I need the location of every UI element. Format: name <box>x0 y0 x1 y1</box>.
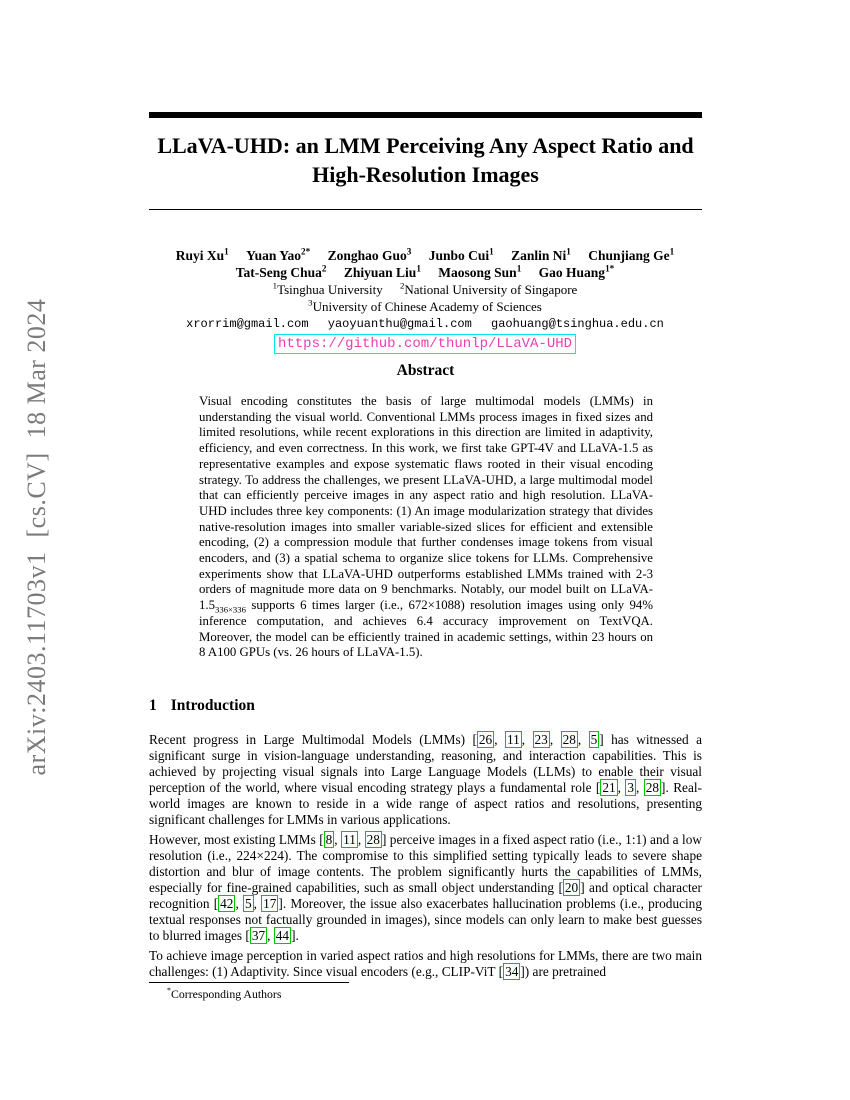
author-affiliation-marker: 1 <box>416 263 421 274</box>
citation-link[interactable]: 21 <box>602 780 616 795</box>
affiliation-marker: 3 <box>308 297 313 308</box>
author-email: yaoyuanthu@gmail.com <box>327 317 472 331</box>
citation-link[interactable]: 5 <box>244 896 252 911</box>
citation-link[interactable]: 3 <box>627 780 634 795</box>
section-heading-introduction <box>149 697 255 715</box>
footnote-marker: * <box>167 986 172 996</box>
author-name: Yuan Yao$^{2*}$ <box>246 246 311 263</box>
author-name: Zanlin Ni$^1$ <box>511 246 571 263</box>
author-name: Gao Huang$^{1*}$ <box>538 263 615 280</box>
introduction-body <box>149 732 702 984</box>
citation-link[interactable]: 28 <box>366 832 380 847</box>
authors-block <box>100 247 750 332</box>
author-affiliation-marker: 1 <box>669 246 675 257</box>
affiliation: $^1$Tsinghua University <box>272 280 383 297</box>
author-email: gaohuang@tsinghua.edu.cn <box>491 317 664 331</box>
subscript-text: 336×336 <box>215 604 246 615</box>
intro-paragraph-1: Recent progress in Large Multimodal Models (LMMs) [ 26 , 11 , 23 , 28 , 5 ] has witnessed a significant surge in vision-language understanding, reasoning, and interaction capabilities. This is achieved by projecting visual signals into Large Language Models (LLMs) to enable their visual perception of the world, where visual encoding strategy plays a fundamental role [ 21 , 3 , 28 ]. Real-world images are known to reside in a wide range of aspect ratios and resolutions, presenting significant challenges for LMMs in various applications. <box>149 732 703 827</box>
citation-link[interactable]: 20 <box>564 880 579 895</box>
citation-link[interactable]: 11 <box>343 832 356 847</box>
corresponding-authors-footnote: *Corresponding Authors <box>167 986 282 1001</box>
author-row-2 <box>100 264 750 281</box>
emails-row <box>100 316 750 332</box>
author-row-1 <box>100 247 750 264</box>
author-name: Zhiyuan Liu$^1$ <box>343 263 421 280</box>
citation-link[interactable]: 34 <box>505 964 519 979</box>
citation-link[interactable]: 26 <box>478 732 493 747</box>
author-affiliation-marker: 1 <box>489 246 494 257</box>
citation-link[interactable]: 8 <box>325 832 333 847</box>
citation-link[interactable]: 37 <box>251 928 266 943</box>
arxiv-watermark: arXiv:2403.11703v1 [cs.CV] 18 Mar 2024 <box>22 298 51 776</box>
citation-link[interactable]: 28 <box>562 732 576 747</box>
author-name: Chunjiang Ge$^1$ <box>588 246 675 263</box>
citation-link[interactable]: 11 <box>506 732 520 747</box>
abstract-heading: Abstract <box>396 362 455 379</box>
author-name: Zonghao Guo$^3$ <box>327 246 412 263</box>
affiliation-row-1 <box>100 282 750 298</box>
citation-link[interactable]: 44 <box>275 928 290 943</box>
author-affiliation-marker: 1 <box>224 246 229 257</box>
affiliation-marker: 1 <box>272 280 278 291</box>
affiliation: $^2$National University of Singapore <box>399 280 578 297</box>
citation-link[interactable]: 23 <box>534 732 548 747</box>
citation-link[interactable]: 42 <box>220 896 234 911</box>
affiliation-marker: 2 <box>399 280 405 291</box>
author-affiliation-marker: 1 <box>566 246 571 257</box>
abstract-text: Visual encoding constitutes the basis of large multimodal models (LMMs) in understanding the visual world. Conventional LMMs process images in fixed sizes and limited resolutions, while recent explorations in this direction are limited in adaptivity, efficiency, and even correctness. In this work, we first take GPT-4V and LLaVA-1.5 as representative examples and expose systematic flaws rooted in their visual encoding strategy. To address the challenges, we present LLaVA-UHD, a large multimodal model that can efficiently perceive images in any aspect ratio and high resolution. LLaVA-UHD includes three key components: (1) An image modularization strategy that divides native-resolution images into smaller variable-sized slices for efficient and extensible encoding, (2) a compression module that further condenses image tokens from visual encoders, and (3) a spatial schema to organize slice tokens for LLMs. Comprehensive experiments show that LLaVA-UHD outperforms established LMMs trained with 2-3 orders of magnitude more data on 9 benchmarks. Notably, our model built on LLaVA-$1.5_{336\times 336}$ supports 6 times larger (i.e., 672×1088) resolution images using only 94% inference computation, and achieves 6.4 accuracy improvement on TextVQA. Moreover, the model can be efficiently trained in academic settings, within 23 hours on 8 A100 GPUs (vs. 26 hours of LLaVA-1.5). <box>199 394 653 660</box>
author-name: Maosong Sun$^1$ <box>438 263 522 280</box>
paper-title: LLaVA-UHD: an LMM Perceiving Any Aspect Ratio and High-Resolution Images <box>157 133 694 187</box>
affiliation: $^3$University of Chinese Academy of Sciences <box>308 297 542 314</box>
github-repo-link[interactable]: https://github.com/thunlp/LLaVA-UHD <box>274 334 576 354</box>
affiliation-row-2 <box>100 299 750 315</box>
footnote-rule <box>149 982 349 983</box>
section-number: 1 <box>149 697 157 714</box>
intro-paragraph-2: However, most existing LMMs [ 8 , 11 , 28 ] perceive images in a fixed aspect ratio (i.e., 1:1) and a low resolution (i.e., 224×224). The compromise to this simplified setting typically leads to severe shape distortion and blur of image contents. The problem significantly hurts the capabilities of LMMs, especially for fine-grained capabilities, such as small object understanding [ 20 ] and optical character recognition [ 42 , 5 , 17 ]. Moreover, the issue also exacerbates hallucination problems (i.e., producing textual responses not factually grounded in images), since models can only learn to make best guesses to blurred images [ 37 , 44 ]. <box>149 832 702 943</box>
repo-link-row <box>0 334 850 354</box>
section-title: Introduction <box>170 697 255 714</box>
author-email: xrorrim@gmail.com <box>186 317 309 331</box>
title-divider-rule <box>149 209 702 210</box>
citation-link[interactable]: 5 <box>590 732 598 747</box>
author-affiliation-marker: 2* <box>301 246 311 257</box>
author-name: Junbo Cui$^1$ <box>428 246 494 263</box>
author-affiliation-marker: 1 <box>516 263 522 274</box>
citation-link[interactable]: 17 <box>263 896 277 911</box>
author-name: Ruyi Xu$^1$ <box>175 246 229 263</box>
author-affiliation-marker: 2 <box>321 263 327 274</box>
citation-link[interactable]: 28 <box>645 780 660 795</box>
author-name: Tat-Seng Chua$^2$ <box>235 263 327 280</box>
top-divider-bar <box>149 112 702 118</box>
intro-paragraph-3: To achieve image perception in varied aspect ratios and high resolutions for LMMs, there are two main challenges: (1) Adaptivity. Since visual encoders (e.g., CLIP-ViT [ 34 ]) are pretrained <box>149 948 702 979</box>
author-affiliation-marker: 3 <box>406 246 412 257</box>
author-affiliation-marker: 1* <box>605 263 615 274</box>
